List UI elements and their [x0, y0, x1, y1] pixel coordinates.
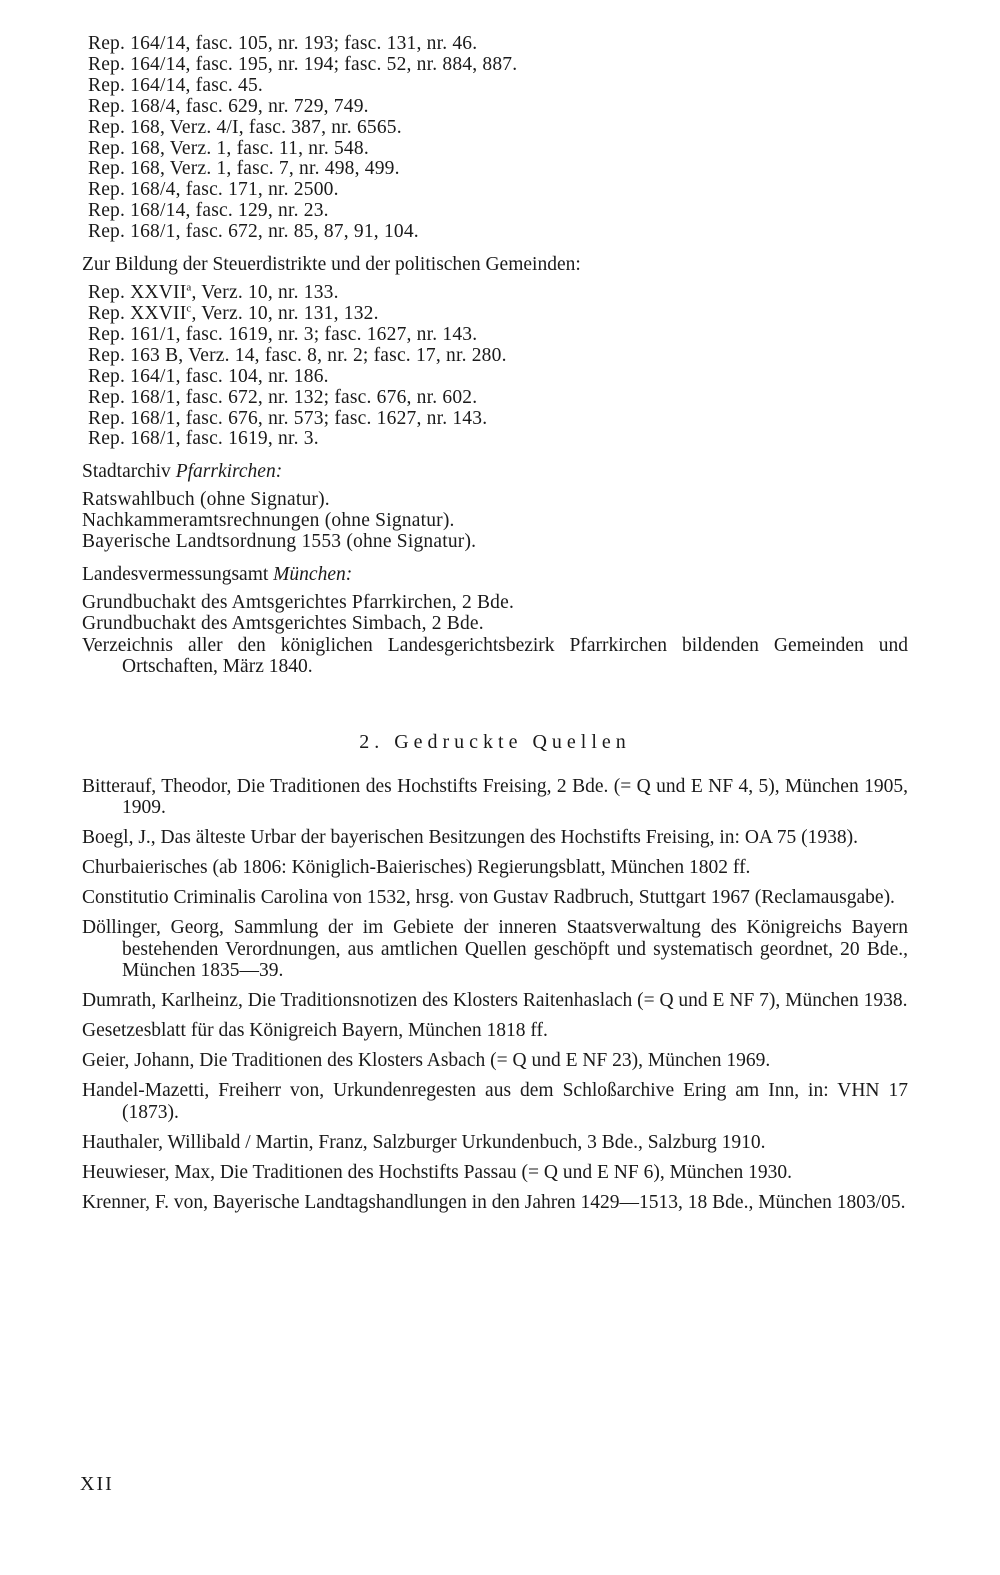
archive-ref — [82, 283, 908, 304]
archive-ref: Rep. 161/1, fasc. 1619, nr. 3; fasc. 1627, nr. 143. — [88, 323, 478, 345]
steuer-heading: Zur Bildung der Steuerdistrikte und der politischen Gemeinden: — [82, 254, 581, 276]
archive-ref: Rep. 168/4, fasc. 171, nr. 2500. — [88, 179, 339, 201]
ref-text: , Verz. 10, nr. 133. — [191, 282, 339, 304]
bibliography-entry: Dumrath, Karlheinz, Die Traditionsnotizen des Klosters Raitenhaslach (= Q und E NF 7), München 1938. — [82, 990, 908, 1012]
source-item: Grundbuchakt des Amtsgerichtes Simbach, 2 Bde. — [82, 612, 484, 634]
heading-place: München: — [273, 564, 353, 586]
archive-ref: Rep. 168/1, fasc. 672, nr. 85, 87, 91, 104. — [88, 221, 419, 243]
steuer-refs-list — [82, 283, 908, 450]
archive-ref: Rep. 168/1, fasc. 672, nr. 132; fasc. 676, nr. 602. — [88, 386, 478, 408]
source-item: Bayerische Landtsordnung 1553 (ohne Signatur). — [82, 531, 477, 553]
archive-ref: Rep. 168, Verz. 1, fasc. 7, nr. 498, 499. — [88, 158, 400, 180]
stadtarchiv-heading — [82, 460, 908, 484]
stadtarchiv-list — [82, 490, 908, 553]
heading-label: Stadtarchiv — [82, 461, 171, 483]
ref-text: Rep. XXVII — [88, 302, 187, 324]
archive-ref: Rep. 168, Verz. 1, fasc. 11, nr. 548. — [88, 137, 369, 159]
bibliography-entry: Bitterauf, Theodor, Die Traditionen des Hochstifts Freising, 2 Bde. (= Q und E NF 4, 5), München 1905, 1909. — [82, 775, 908, 819]
bibliography-entry: Heuwieser, Max, Die Traditionen des Hochstifts Passau (= Q und E NF 6), München 1930. — [82, 1161, 792, 1183]
archive-ref: Rep. 164/1, fasc. 104, nr. 186. — [88, 365, 329, 387]
source-item: Nachkammeramtsrechnungen (ohne Signatur). — [82, 510, 455, 532]
page-number: XII — [80, 1473, 114, 1495]
bibliography-entry: Churbaierisches (ab 1806: Königlich-Baierisches) Regierungsblatt, München 1802 ff. — [82, 857, 751, 879]
ref-superscript: a — [186, 281, 192, 294]
bibliography-entry: Boegl, J., Das älteste Urbar der bayerischen Besitzungen des Hochstifts Freising, in: OA 75 (1938). — [82, 827, 859, 849]
archive-ref: Rep. 164/14, fasc. 195, nr. 194; fasc. 52, nr. 884, 887. — [88, 53, 518, 75]
archive-ref: Rep. 163 B, Verz. 14, fasc. 8, nr. 2; fasc. 17, nr. 280. — [88, 344, 507, 366]
page-content — [82, 34, 908, 1222]
bibliography-entry: Constitutio Criminalis Carolina von 1532, hrsg. von Gustav Radbruch, Stuttgart 1967 (Reclamausgabe). — [82, 887, 895, 909]
archive-ref: Rep. 164/14, fasc. 105, nr. 193; fasc. 131, nr. 46. — [88, 33, 478, 54]
bibliography-entry: Geier, Johann, Die Traditionen des Klosters Asbach (= Q und E NF 23), München 1969. — [82, 1050, 771, 1072]
bibliography-entry: Hauthaler, Willibald / Martin, Franz, Salzburger Urkundenbuch, 3 Bde., Salzburg 1910. — [82, 1131, 766, 1153]
source-item: Verzeichnis aller den königlichen Landesgerichtsbezirk Pfarrkirchen bildenden Gemeinden und Ortschaften, März 1840. — [82, 634, 908, 677]
ref-text: , Verz. 10, nr. 131, 132. — [191, 302, 379, 324]
archive-ref: Rep. 168/14, fasc. 129, nr. 23. — [88, 200, 329, 222]
archive-ref — [82, 304, 908, 325]
landesvermessung-heading — [82, 563, 908, 587]
bibliography-entry: Krenner, F. von, Bayerische Landtagshandlungen in den Jahren 1429—1513, 18 Bde., München 1803/05. — [82, 1191, 906, 1213]
source-item: Ratswahlbuch (ohne Signatur). — [82, 489, 330, 511]
landesvermessung-list — [82, 593, 908, 677]
bibliography-list — [82, 776, 908, 1214]
bibliography-entry: Handel-Mazetti, Freiherr von, Urkundenregesten aus dem Schloßarchive Ering am Inn, in: VHN 17 (1873). — [82, 1080, 908, 1123]
source-item: Grundbuchakt des Amtsgerichtes Pfarrkirchen, 2 Bde. — [82, 592, 515, 614]
ref-text: Rep. XXVII — [88, 282, 187, 304]
archive-ref: Rep. 164/14, fasc. 45. — [88, 74, 263, 96]
section-title: 2. Gedruckte Quellen — [359, 730, 631, 753]
bibliography-entry: Gesetzesblatt für das Königreich Bayern, München 1818 ff. — [82, 1020, 548, 1042]
archive-ref: Rep. 168/4, fasc. 629, nr. 729, 749. — [88, 95, 369, 117]
archive-refs-list — [82, 34, 908, 243]
heading-label: Landesvermessungsamt — [82, 564, 269, 586]
ref-superscript: c — [186, 302, 192, 315]
archive-ref: Rep. 168/1, fasc. 1619, nr. 3. — [88, 428, 319, 450]
heading-place: Pfarrkirchen: — [175, 461, 283, 483]
archive-ref: Rep. 168/1, fasc. 676, nr. 573; fasc. 1627, nr. 143. — [88, 407, 488, 429]
bibliography-entry: Döllinger, Georg, Sammlung der im Gebiete der inneren Staatsverwaltung des Königreichs Bayern bestehenden Verordnungen, aus amtlichen Quellen geschöpft und systematisch geordnet, 20 Bde., München 1835—39. — [82, 917, 908, 982]
archive-ref: Rep. 168, Verz. 4/I, fasc. 387, nr. 6565. — [88, 116, 402, 138]
